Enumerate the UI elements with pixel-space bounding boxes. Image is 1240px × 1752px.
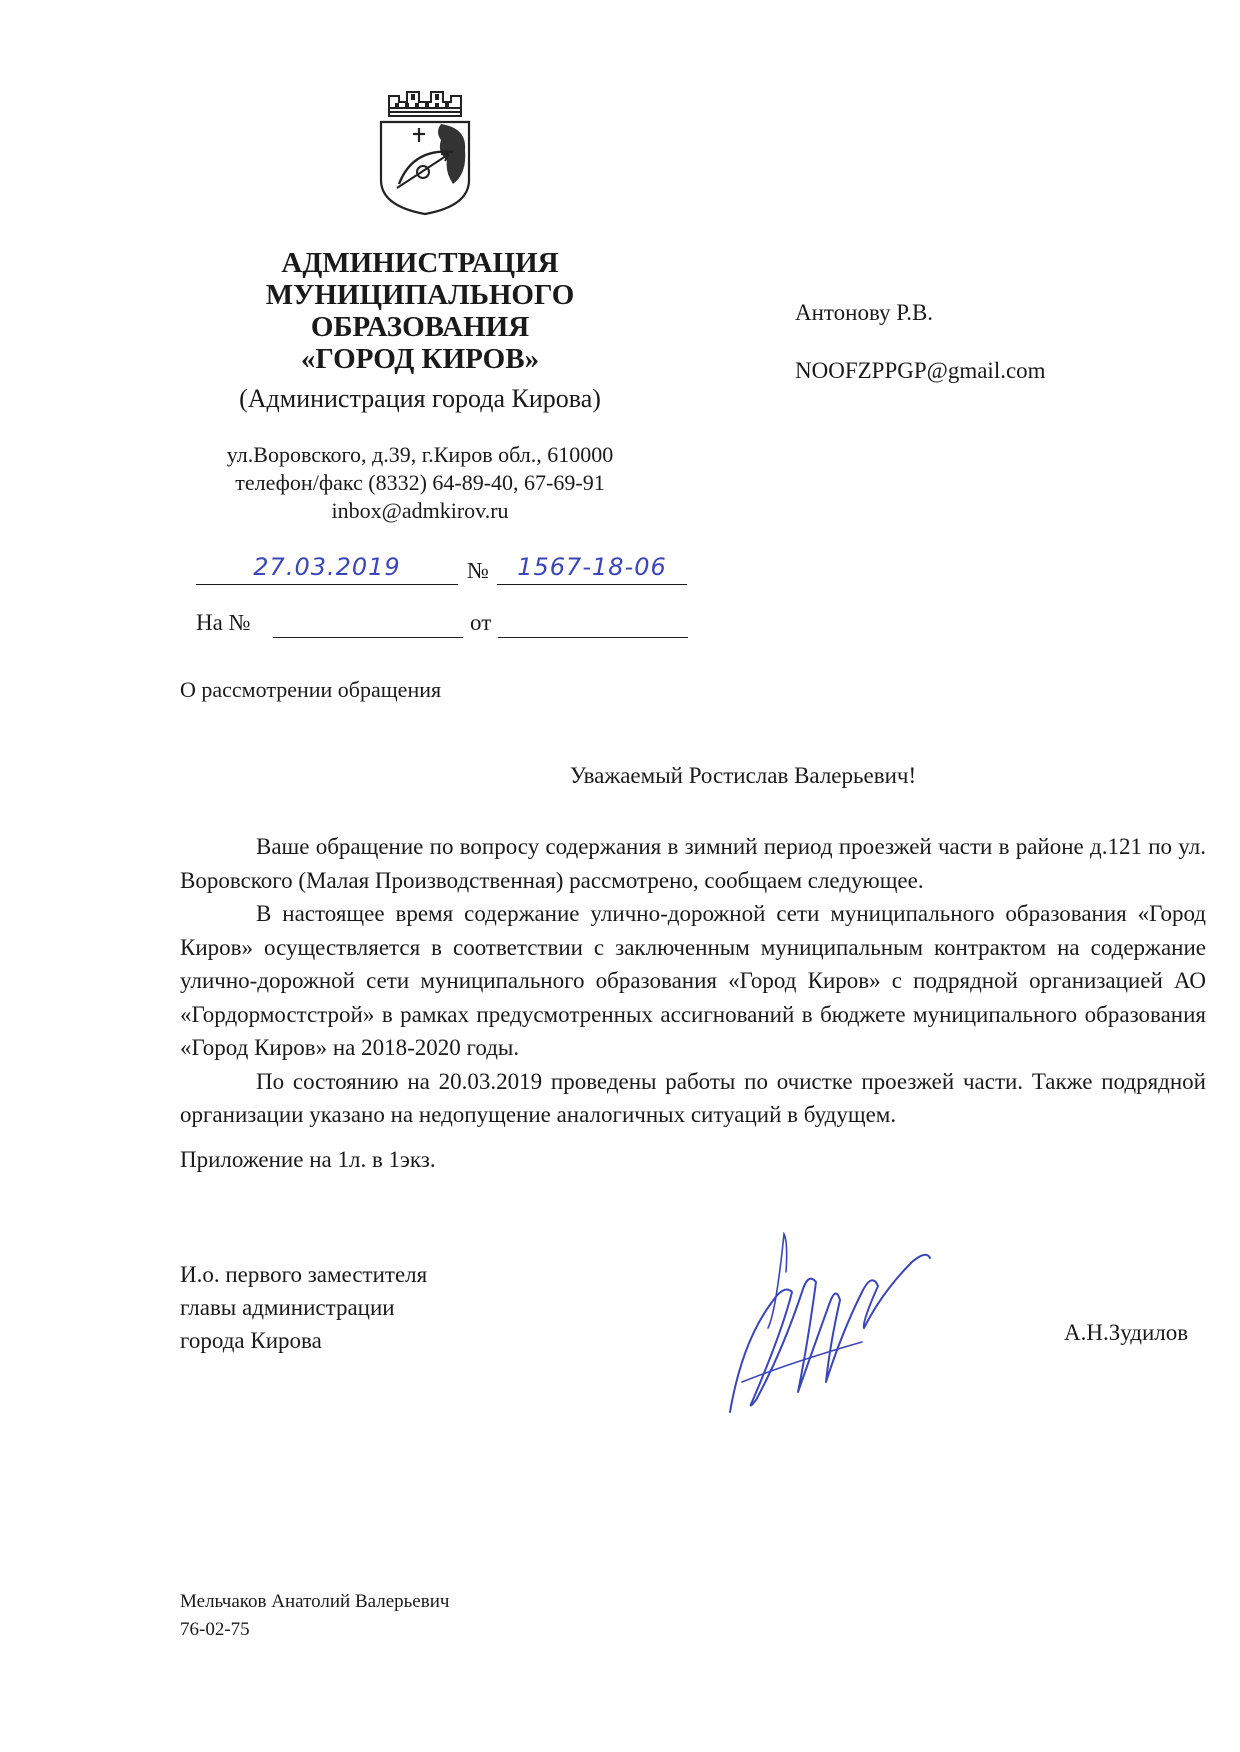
reply-from-underline bbox=[498, 637, 688, 638]
date-underline bbox=[196, 584, 458, 585]
executor-info bbox=[180, 1588, 449, 1644]
letter-subject: О рассмотрении обращения bbox=[180, 677, 442, 702]
org-name-line: «ГОРОД КИРОВ» bbox=[300, 343, 540, 375]
signer-title-line: И.о. первого заместителя bbox=[180, 1262, 428, 1287]
signer-name: А.Н.Зудилов bbox=[1064, 1320, 1189, 1345]
registration-date-field bbox=[196, 553, 458, 581]
signer-title-line: главы администрации bbox=[180, 1295, 395, 1320]
body-paragraph: По состоянию на 20.03.2019 проведены работы по очистке проезжей части. Также подрядной организации указано на недопущение аналогичных ситуаций в будущем. bbox=[180, 1068, 1206, 1127]
address-line: inbox@admkirov.ru bbox=[331, 498, 509, 523]
registration-number: 1567-18-06 bbox=[517, 553, 667, 581]
executor-phone: 76-02-75 bbox=[180, 1619, 250, 1640]
recipient-name: Антонову Р.В. bbox=[795, 300, 934, 325]
address-line: ул.Воровского, д.39, г.Киров обл., 610000 bbox=[226, 442, 614, 467]
reply-number-underline bbox=[273, 637, 463, 638]
signer-title-line: города Кирова bbox=[180, 1328, 322, 1353]
reply-number-label: На № bbox=[196, 610, 251, 635]
body-paragraph: В настоящее время содержание улично-дорожной сети муниципального образования «Город Киров» осуществляется в соответствии с заключенным муниципальным контрактом на содержание улично-дорожной сети муниципального образования «Город Киров» с подрядной организацией АО «Гордормостстрой» в рамках предусмотренных ассигнований в бюджете муниципального образования «Город Киров» на 2018-2020 годы. bbox=[180, 901, 1206, 1060]
signer-title bbox=[180, 1258, 427, 1357]
registration-number-field bbox=[497, 553, 687, 581]
org-address bbox=[190, 441, 650, 525]
org-short-name: (Администрация города Кирова) bbox=[239, 384, 601, 413]
number-label: № bbox=[467, 558, 489, 583]
org-name-line: АДМИНИСТРАЦИЯ bbox=[281, 247, 559, 279]
org-name-line: ОБРАЗОВАНИЯ bbox=[310, 311, 530, 343]
body-paragraph: Ваше обращение по вопросу содержания в зимний период проезжей части в районе д.121 по ул. Воровского (Малая Производственная) рассмотрено, сообщаем следующее. bbox=[180, 834, 1206, 893]
address-line: телефон/факс (8332) 64-89-40, 67-69-91 bbox=[235, 470, 605, 495]
recipient-email: NOOFZPPGP@gmail.com bbox=[795, 358, 1046, 383]
executor-name: Мельчаков Анатолий Валерьевич bbox=[180, 1591, 450, 1612]
org-name-line: МУНИЦИПАЛЬНОГО bbox=[265, 279, 575, 311]
greeting: Уважаемый Ростислав Валерьевич! bbox=[569, 763, 917, 788]
attachment-note: Приложение на 1л. в 1экз. bbox=[180, 1147, 436, 1172]
coat-of-arms-icon bbox=[375, 88, 475, 216]
reply-from-label: от bbox=[470, 610, 492, 635]
letter-body bbox=[180, 830, 1206, 1132]
signature-icon bbox=[712, 1232, 952, 1422]
registration-date: 27.03.2019 bbox=[253, 553, 401, 581]
org-name bbox=[190, 247, 650, 375]
number-underline bbox=[497, 584, 687, 585]
